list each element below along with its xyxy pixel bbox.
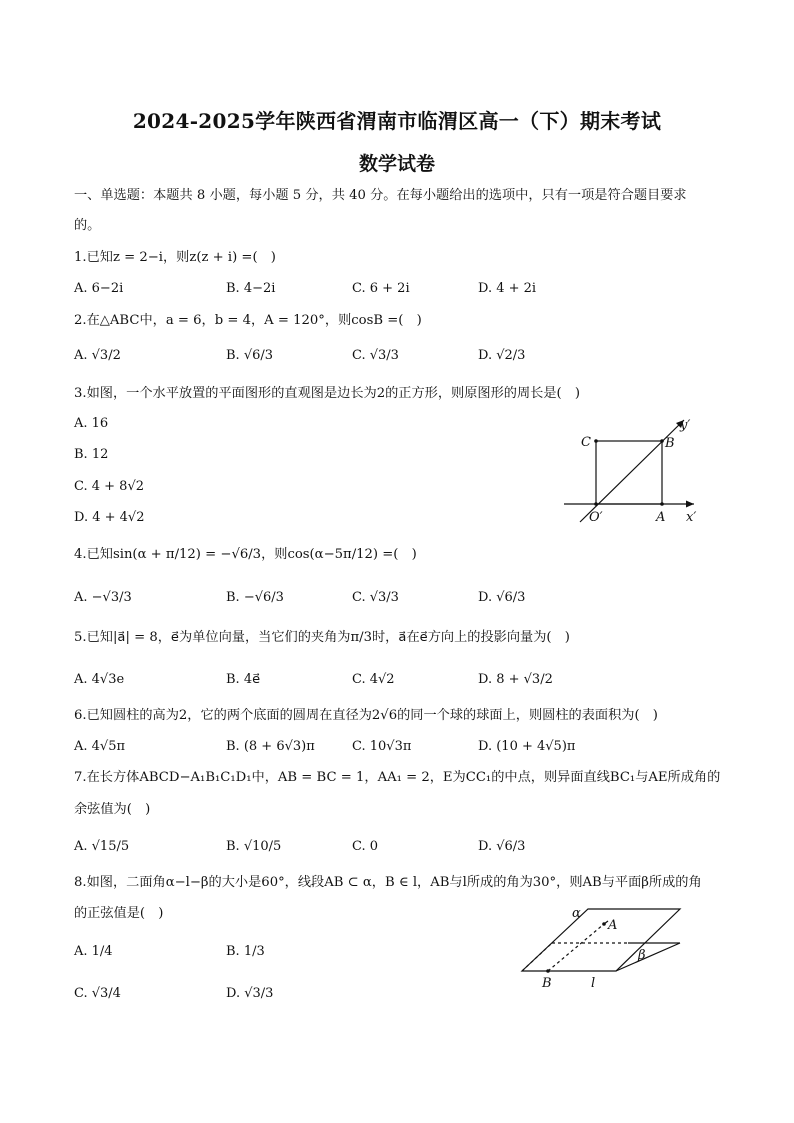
exam-subtitle: 数学试卷 <box>358 153 435 175</box>
question-5-stem: 5.已知|a⃗| = 8，e⃗为单位向量，当它们的夹角为π/3时，a⃗在e⃗方向上的投影向量为( ) <box>74 630 570 645</box>
q8-option-d: D. √3/3 <box>226 986 274 1001</box>
q2-option-b: B. √6/3 <box>226 348 274 363</box>
q4-option-b: B. −√6/3 <box>226 590 284 605</box>
q1-option-c: C. 6 + 2i <box>352 281 410 296</box>
q8-option-a: A. 1/4 <box>74 944 113 959</box>
fig8-label-beta: β <box>638 948 646 963</box>
q2-option-c: C. √3/3 <box>352 348 399 363</box>
question-7-stem-cont: 余弦值为( ) <box>74 802 151 817</box>
q5-option-c: C. 4√2 <box>352 672 395 687</box>
question-6-stem: 6.已知圆柱的高为2，它的两个底面的圆周在直径为2√6的同一个球的球面上，则圆柱的表面积为( ) <box>74 708 658 723</box>
fig3-label-o: O′ <box>589 510 603 525</box>
question-1-stem: 1.已知z = 2−i，则z(z + i) =( ) <box>74 250 276 265</box>
q3-option-d: D. 4 + 4√2 <box>74 510 145 525</box>
fig3-label-c: C <box>581 435 591 450</box>
fig8-label-a: A <box>608 918 618 933</box>
q7-option-b: B. √10/5 <box>226 839 282 854</box>
fig8-label-alpha: α <box>572 906 581 921</box>
q3-option-b: B. 12 <box>74 447 109 462</box>
question-8-stem-cont: 的正弦值是( ) <box>74 906 164 921</box>
question-4-stem: 4.已知sin(α + π/12) = −√6/3，则cos(α−5π/12) =( ) <box>74 547 417 562</box>
q3-option-a: A. 16 <box>74 416 109 431</box>
q4-option-c: C. √3/3 <box>352 590 399 605</box>
fig3-label-y: y′ <box>680 418 691 433</box>
q5-option-b: B. 4e⃗ <box>226 672 261 687</box>
q8-option-b: B. 1/3 <box>226 944 265 959</box>
q2-option-d: D. √2/3 <box>478 348 526 363</box>
q8-option-c: C. √3/4 <box>74 986 121 1001</box>
q6-option-a: A. 4√5π <box>74 739 126 754</box>
question-3-stem: 3.如图，一个水平放置的平面图形的直观图是边长为2的正方形，则原图形的周长是( ) <box>74 386 581 401</box>
q1-option-a: A. 6−2i <box>74 281 124 296</box>
q7-option-c: C. 0 <box>352 839 379 854</box>
q6-option-c: C. 10√3π <box>352 739 412 754</box>
fig3-label-a: A <box>656 510 666 525</box>
exam-title: 2024-2025学年陕西省渭南市临渭区高一（下）期末考试 <box>132 109 662 133</box>
q1-option-b: B. 4−2i <box>226 281 276 296</box>
section-intro: 一、单选题：本题共 8 小题，每小题 5 分，共 40 分。在每小题给出的选项中，只有一项是符合题目要求 <box>74 188 687 203</box>
fig8-label-b: B <box>542 976 552 991</box>
q2-option-a: A. √3/2 <box>74 348 121 363</box>
fig8-label-l: l <box>591 976 596 991</box>
q1-option-d: D. 4 + 2i <box>478 281 537 296</box>
figure-square-projection <box>558 414 708 526</box>
q4-option-d: D. √6/3 <box>478 590 526 605</box>
question-8-stem: 8.如图，二面角α−l−β的大小是60°，线段AB ⊂ α，B ∈ l，AB与l所成的角为30°，则AB与平面β所成的角 <box>74 875 702 890</box>
fig3-label-b: B <box>665 436 675 451</box>
q6-option-b: B. (8 + 6√3)π <box>226 739 315 754</box>
figure-dihedral-angle <box>516 903 686 995</box>
q3-option-c: C. 4 + 8√2 <box>74 479 145 494</box>
q5-option-d: D. 8 + √3/2 <box>478 672 553 687</box>
question-7-stem: 7.在长方体ABCD−A₁B₁C₁D₁中，AB = BC = 1，AA₁ = 2，E为CC₁的中点，则异面直线BC₁与AE所成角的 <box>74 770 721 785</box>
q7-option-d: D. √6/3 <box>478 839 526 854</box>
section-intro-cont: 的。 <box>74 218 101 233</box>
q6-option-d: D. (10 + 4√5)π <box>478 739 576 754</box>
q7-option-a: A. √15/5 <box>74 839 130 854</box>
fig3-label-x: x′ <box>686 510 697 525</box>
q5-option-a: A. 4√3e <box>74 672 125 687</box>
question-2-stem: 2.在△ABC中，a = 6，b = 4，A = 120°，则cosB =( ) <box>74 313 422 328</box>
q4-option-a: A. −√3/3 <box>74 590 132 605</box>
